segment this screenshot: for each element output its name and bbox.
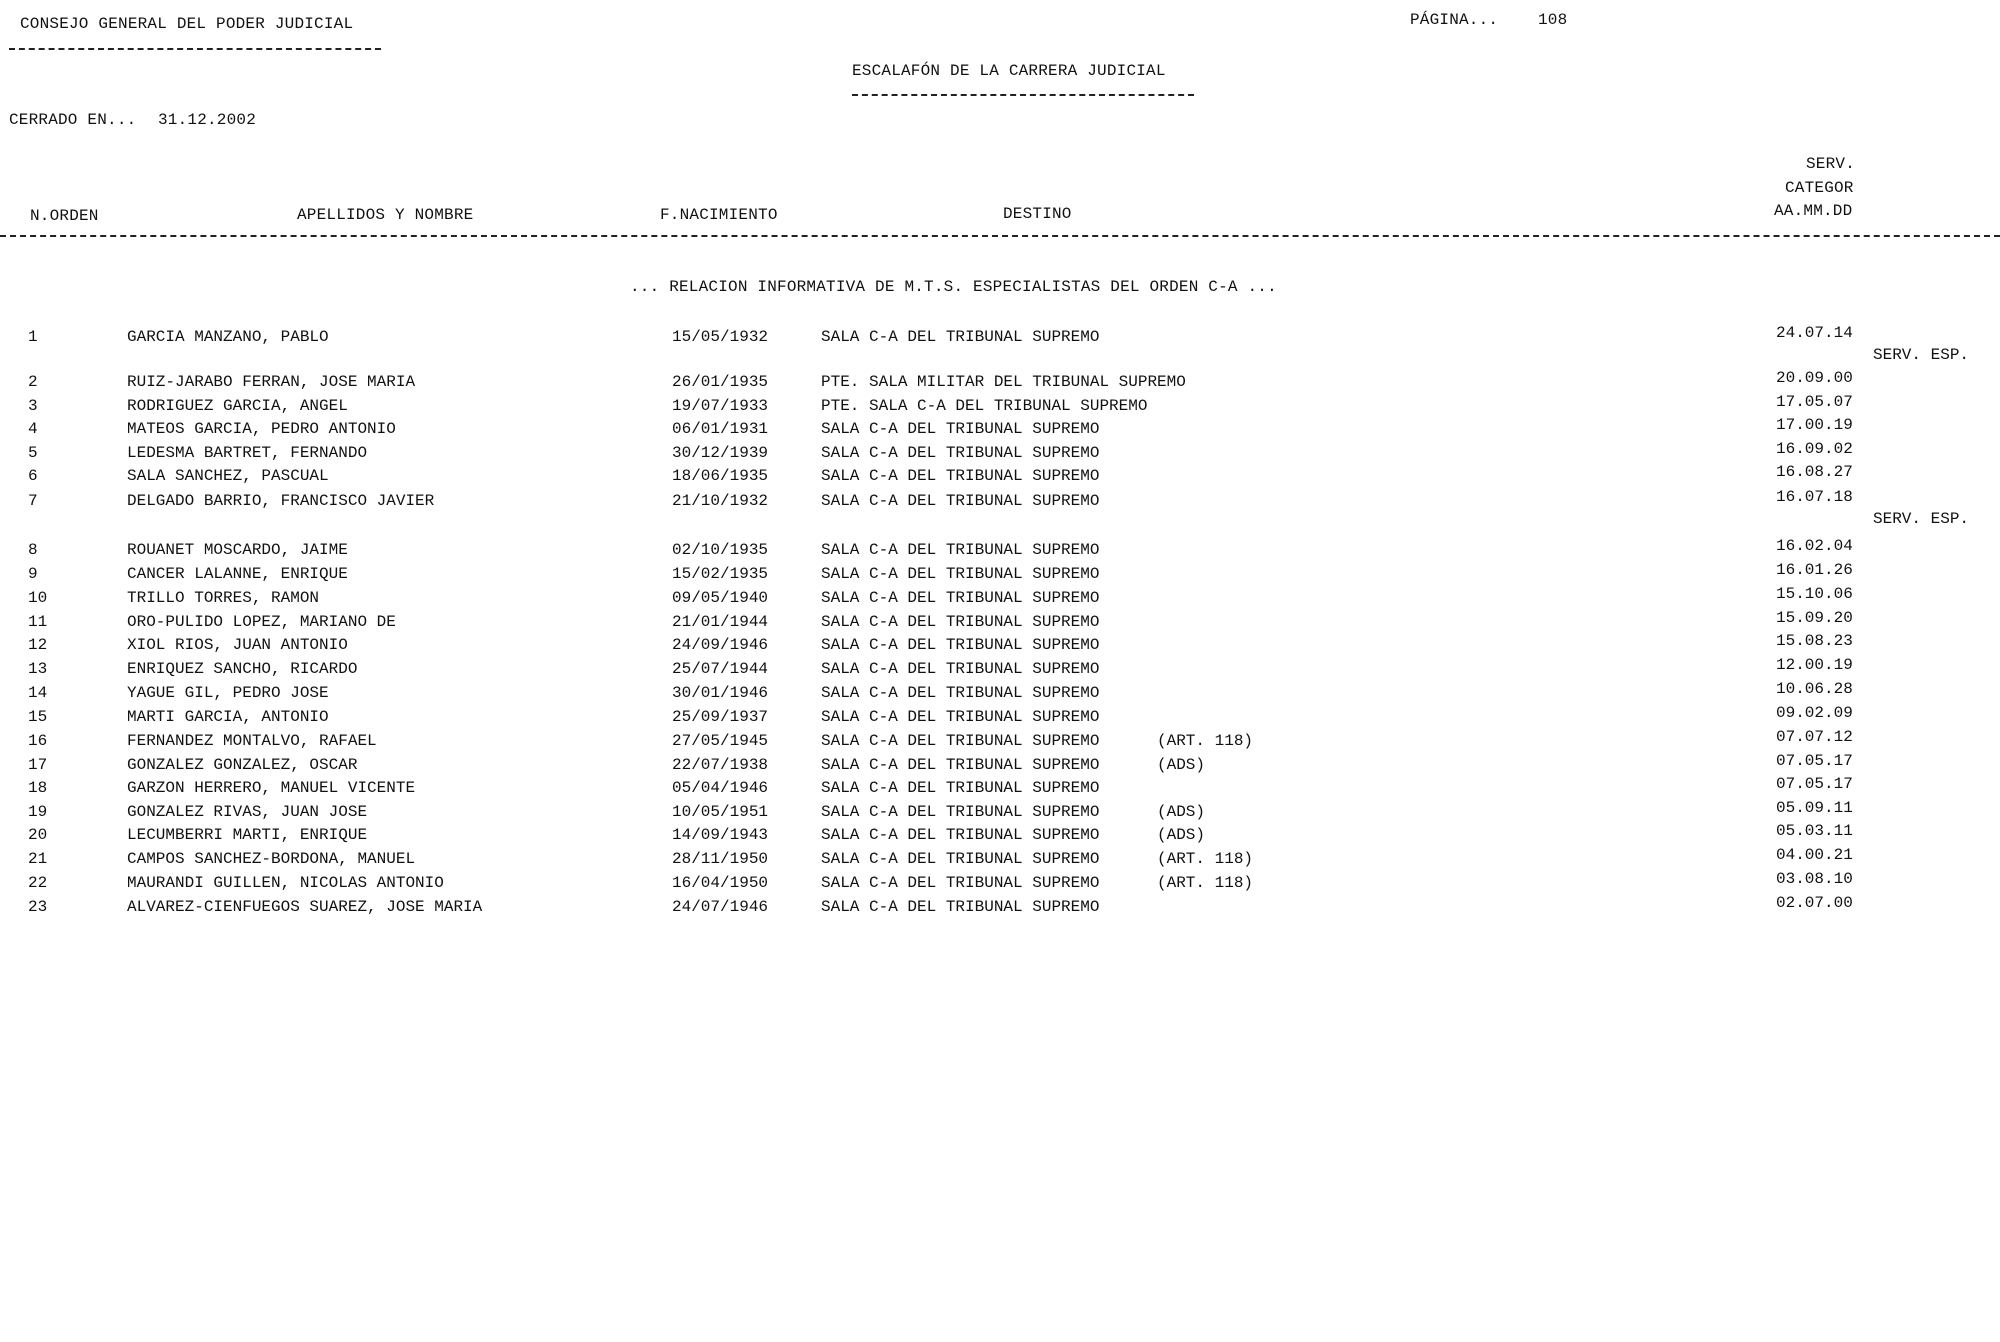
table-row <box>0 463 2000 490</box>
page-label: PÁGINA... <box>1410 11 1499 29</box>
section-title: ... RELACION INFORMATIVA DE M.T.S. ESPECIALISTAS DEL ORDEN C-A ... <box>630 278 1277 296</box>
service-time: 10.06.28 <box>1776 680 1853 698</box>
birth-date: 26/01/1935 <box>672 373 769 391</box>
person-name: GONZALEZ GONZALEZ, OSCAR <box>127 756 358 774</box>
birth-date: 05/04/1946 <box>672 779 769 797</box>
service-time: 07.07.12 <box>1776 728 1853 746</box>
order-number: 19 <box>28 803 48 821</box>
service-time: 07.05.17 <box>1776 752 1853 770</box>
table-row <box>0 585 2000 612</box>
person-name: CANCER LALANNE, ENRIQUE <box>127 565 348 583</box>
table-row <box>0 632 2000 659</box>
order-number: 20 <box>28 826 48 844</box>
order-number: 8 <box>28 541 38 559</box>
destination: SALA C-A DEL TRIBUNAL SUPREMO <box>821 589 1100 607</box>
service-time: 15.10.06 <box>1776 585 1853 603</box>
order-number: 13 <box>28 660 48 678</box>
order-number: 11 <box>28 613 48 631</box>
destination-note: (ART. 118) <box>1157 850 1254 868</box>
destination: SALA C-A DEL TRIBUNAL SUPREMO <box>821 708 1100 726</box>
order-number: 17 <box>28 756 48 774</box>
order-number: 14 <box>28 684 48 702</box>
destination: SALA C-A DEL TRIBUNAL SUPREMO <box>821 660 1100 678</box>
birth-date: 27/05/1945 <box>672 732 769 750</box>
table-row <box>0 440 2000 467</box>
table-row <box>0 488 2000 528</box>
service-time: 15.09.20 <box>1776 609 1853 627</box>
order-number: 22 <box>28 874 48 892</box>
document-title: ESCALAFÓN DE LA CARRERA JUDICIAL <box>852 62 1166 80</box>
destination-note: (ADS) <box>1157 756 1206 774</box>
order-number: 16 <box>28 732 48 750</box>
birth-date: 28/11/1950 <box>672 850 769 868</box>
person-name: GONZALEZ RIVAS, JUAN JOSE <box>127 803 368 821</box>
service-time: 05.09.11 <box>1776 799 1853 817</box>
service-time: 24.07.14 <box>1776 324 1853 342</box>
table-row <box>0 680 2000 707</box>
service-time: 02.07.00 <box>1776 894 1853 912</box>
order-number: 3 <box>28 397 38 415</box>
column-serv-line3: AA.MM.DD <box>1774 202 1853 220</box>
special-service: SERV. ESP. <box>1873 346 1970 364</box>
table-row <box>0 775 2000 802</box>
person-name: GARZON HERRERO, MANUEL VICENTE <box>127 779 416 797</box>
destination: SALA C-A DEL TRIBUNAL SUPREMO <box>821 420 1100 438</box>
birth-date: 19/07/1933 <box>672 397 769 415</box>
person-name: LEDESMA BARTRET, FERNANDO <box>127 444 368 462</box>
destination: SALA C-A DEL TRIBUNAL SUPREMO <box>821 874 1100 892</box>
person-name: ORO-PULIDO LOPEZ, MARIANO DE <box>127 613 396 631</box>
service-time: 07.05.17 <box>1776 775 1853 793</box>
header-divider <box>0 235 2000 237</box>
birth-date: 21/10/1932 <box>672 492 769 510</box>
birth-date: 10/05/1951 <box>672 803 769 821</box>
order-number: 1 <box>28 328 38 346</box>
title-underline <box>852 94 1194 96</box>
order-number: 10 <box>28 589 48 607</box>
destination: SALA C-A DEL TRIBUNAL SUPREMO <box>821 492 1100 510</box>
table-row <box>0 822 2000 849</box>
table-row <box>0 324 2000 364</box>
order-number: 18 <box>28 779 48 797</box>
service-time: 16.08.27 <box>1776 463 1853 481</box>
person-name: ALVAREZ-CIENFUEGOS SUAREZ, JOSE MARIA <box>127 898 483 916</box>
column-name: APELLIDOS Y NOMBRE <box>297 206 474 224</box>
organization-name: CONSEJO GENERAL DEL PODER JUDICIAL <box>20 15 354 33</box>
table-row <box>0 656 2000 683</box>
birth-date: 15/05/1932 <box>672 328 769 346</box>
service-time: 12.00.19 <box>1776 656 1853 674</box>
birth-date: 21/01/1944 <box>672 613 769 631</box>
destination: SALA C-A DEL TRIBUNAL SUPREMO <box>821 467 1100 485</box>
destination: SALA C-A DEL TRIBUNAL SUPREMO <box>821 803 1100 821</box>
table-row <box>0 870 2000 897</box>
destination: SALA C-A DEL TRIBUNAL SUPREMO <box>821 636 1100 654</box>
order-number: 23 <box>28 898 48 916</box>
service-time: 09.02.09 <box>1776 704 1853 722</box>
person-name: MAURANDI GUILLEN, NICOLAS ANTONIO <box>127 874 444 892</box>
order-number: 12 <box>28 636 48 654</box>
destination: SALA C-A DEL TRIBUNAL SUPREMO <box>821 826 1100 844</box>
person-name: YAGUE GIL, PEDRO JOSE <box>127 684 329 702</box>
destination-note: (ART. 118) <box>1157 874 1254 892</box>
order-number: 6 <box>28 467 38 485</box>
birth-date: 24/09/1946 <box>672 636 769 654</box>
destination: SALA C-A DEL TRIBUNAL SUPREMO <box>821 898 1100 916</box>
page-number: 108 <box>1538 11 1568 29</box>
column-destination: DESTINO <box>1003 205 1072 223</box>
person-name: ENRIQUEZ SANCHO, RICARDO <box>127 660 358 678</box>
person-name: FERNANDEZ MONTALVO, RAFAEL <box>127 732 377 750</box>
order-number: 5 <box>28 444 38 462</box>
order-number: 21 <box>28 850 48 868</box>
service-time: 03.08.10 <box>1776 870 1853 888</box>
destination-note: (ADS) <box>1157 826 1206 844</box>
service-time: 17.00.19 <box>1776 416 1853 434</box>
column-serv-line2: CATEGOR <box>1785 179 1854 197</box>
table-row <box>0 393 2000 420</box>
birth-date: 18/06/1935 <box>672 467 769 485</box>
person-name: SALA SANCHEZ, PASCUAL <box>127 467 329 485</box>
birth-date: 15/02/1935 <box>672 565 769 583</box>
service-time: 05.03.11 <box>1776 822 1853 840</box>
birth-date: 02/10/1935 <box>672 541 769 559</box>
special-service: SERV. ESP. <box>1873 510 1970 528</box>
person-name: XIOL RIOS, JUAN ANTONIO <box>127 636 348 654</box>
person-name: TRILLO TORRES, RAMON <box>127 589 320 607</box>
closed-date: 31.12.2002 <box>158 111 257 129</box>
person-name: RODRIGUEZ GARCIA, ANGEL <box>127 397 348 415</box>
birth-date: 30/12/1939 <box>672 444 769 462</box>
service-time: 16.07.18 <box>1776 488 1853 506</box>
destination: SALA C-A DEL TRIBUNAL SUPREMO <box>821 732 1100 750</box>
table-row <box>0 561 2000 588</box>
order-number: 9 <box>28 565 38 583</box>
service-time: 15.08.23 <box>1776 632 1853 650</box>
destination: SALA C-A DEL TRIBUNAL SUPREMO <box>821 328 1100 346</box>
birth-date: 16/04/1950 <box>672 874 769 892</box>
destination: SALA C-A DEL TRIBUNAL SUPREMO <box>821 779 1100 797</box>
birth-date: 30/01/1946 <box>672 684 769 702</box>
person-name: RUIZ-JARABO FERRAN, JOSE MARIA <box>127 373 416 391</box>
destination: SALA C-A DEL TRIBUNAL SUPREMO <box>821 613 1100 631</box>
table-row <box>0 416 2000 443</box>
destination: PTE. SALA C-A DEL TRIBUNAL SUPREMO <box>821 397 1148 415</box>
birth-date: 24/07/1946 <box>672 898 769 916</box>
birth-date: 06/01/1931 <box>672 420 769 438</box>
destination-note: (ADS) <box>1157 803 1206 821</box>
service-time: 17.05.07 <box>1776 393 1853 411</box>
table-row <box>0 728 2000 755</box>
destination: SALA C-A DEL TRIBUNAL SUPREMO <box>821 541 1100 559</box>
person-name: ROUANET MOSCARDO, JAIME <box>127 541 348 559</box>
table-row <box>0 609 2000 636</box>
person-name: LECUMBERRI MARTI, ENRIQUE <box>127 826 368 844</box>
order-number: 2 <box>28 373 38 391</box>
order-number: 7 <box>28 492 38 510</box>
person-name: MATEOS GARCIA, PEDRO ANTONIO <box>127 420 396 438</box>
service-time: 16.02.04 <box>1776 537 1853 555</box>
table-row <box>0 752 2000 779</box>
person-name: MARTI GARCIA, ANTONIO <box>127 708 329 726</box>
table-row <box>0 537 2000 564</box>
destination: SALA C-A DEL TRIBUNAL SUPREMO <box>821 850 1100 868</box>
service-time: 20.09.00 <box>1776 369 1853 387</box>
table-row <box>0 704 2000 731</box>
service-time: 16.09.02 <box>1776 440 1853 458</box>
closed-label: CERRADO EN... <box>9 111 137 129</box>
service-time: 04.00.21 <box>1776 846 1853 864</box>
organization-underline <box>9 48 381 50</box>
service-time: 16.01.26 <box>1776 561 1853 579</box>
person-name: CAMPOS SANCHEZ-BORDONA, MANUEL <box>127 850 416 868</box>
birth-date: 14/09/1943 <box>672 826 769 844</box>
table-row <box>0 369 2000 396</box>
birth-date: 22/07/1938 <box>672 756 769 774</box>
order-number: 4 <box>28 420 38 438</box>
column-order: N.ORDEN <box>30 207 99 225</box>
person-name: DELGADO BARRIO, FRANCISCO JAVIER <box>127 492 435 510</box>
column-serv-line1: SERV. <box>1806 155 1856 173</box>
person-name: GARCIA MANZANO, PABLO <box>127 328 329 346</box>
destination: PTE. SALA MILITAR DEL TRIBUNAL SUPREMO <box>821 373 1186 391</box>
table-row <box>0 799 2000 826</box>
destination: SALA C-A DEL TRIBUNAL SUPREMO <box>821 565 1100 583</box>
birth-date: 25/09/1937 <box>672 708 769 726</box>
table-row <box>0 894 2000 921</box>
column-birth: F.NACIMIENTO <box>660 206 778 224</box>
birth-date: 25/07/1944 <box>672 660 769 678</box>
destination: SALA C-A DEL TRIBUNAL SUPREMO <box>821 684 1100 702</box>
table-row <box>0 846 2000 873</box>
destination-note: (ART. 118) <box>1157 732 1254 750</box>
order-number: 15 <box>28 708 48 726</box>
destination: SALA C-A DEL TRIBUNAL SUPREMO <box>821 444 1100 462</box>
destination: SALA C-A DEL TRIBUNAL SUPREMO <box>821 756 1100 774</box>
birth-date: 09/05/1940 <box>672 589 769 607</box>
